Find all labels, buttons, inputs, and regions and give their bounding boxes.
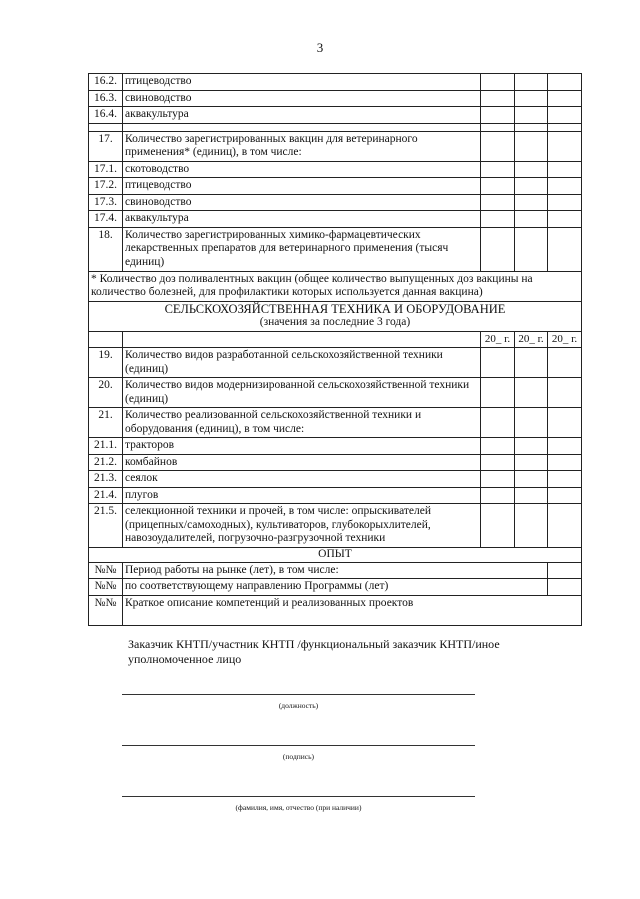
value-cell[interactable] — [481, 348, 515, 378]
empty-cell — [89, 123, 123, 131]
value-cell[interactable] — [515, 378, 548, 408]
value-cell[interactable] — [481, 227, 515, 271]
empty-cell — [123, 331, 481, 348]
empty-cell — [89, 331, 123, 348]
value-cell[interactable] — [515, 227, 548, 271]
table-row — [89, 74, 582, 91]
value-cell[interactable] — [548, 161, 582, 178]
row-number: 21.5. — [89, 504, 123, 548]
row-number: 16.2. — [89, 74, 123, 91]
value-cell[interactable] — [481, 211, 515, 228]
row-label: селекционной техники и прочей, в том числе: опрыскивателей (прицепных/самоходных), культиваторов, глубокорыхлителей, навозоудалителей, погрузочно-разгрузочной техники — [123, 504, 481, 548]
name-caption: (фамилия, имя, отчество (при наличии) — [235, 803, 362, 812]
value-cell[interactable] — [515, 74, 548, 91]
row-number: 17.2. — [89, 178, 123, 195]
experience-title: ОПЫТ — [89, 548, 582, 563]
value-cell[interactable] — [481, 487, 515, 504]
value-cell[interactable] — [481, 74, 515, 91]
value-cell[interactable] — [515, 161, 548, 178]
table-row — [89, 378, 582, 408]
value-cell[interactable] — [481, 90, 515, 107]
row-number: №№ — [89, 595, 123, 625]
value-cell[interactable] — [481, 378, 515, 408]
row-number: 21.4. — [89, 487, 123, 504]
signature-heading: Заказчик КНТП/участник КНТП /функциональный заказчик КНТП/иное уполномоченное лицо — [128, 637, 500, 666]
row-label: свиноводство — [123, 194, 481, 211]
table-row — [89, 90, 582, 107]
row-number: 18. — [89, 227, 123, 271]
value-cell[interactable] — [548, 107, 582, 124]
table-row — [89, 227, 582, 271]
value-cell[interactable] — [481, 438, 515, 455]
table-row — [89, 579, 582, 596]
row-label: тракторов — [123, 438, 481, 455]
table-row — [89, 408, 582, 438]
value-cell[interactable] — [548, 227, 582, 271]
value-cell[interactable] — [481, 471, 515, 488]
table-row — [89, 194, 582, 211]
value-cell[interactable] — [548, 131, 582, 161]
value-cell[interactable] — [515, 454, 548, 471]
table-row — [89, 487, 582, 504]
row-number: 20. — [89, 378, 123, 408]
row-label: Период работы на рынке (лет), в том числе: — [123, 562, 548, 579]
value-cell[interactable] — [515, 471, 548, 488]
row-label: птицеводство — [123, 178, 481, 195]
footnote-row — [89, 271, 582, 301]
row-label: Количество видов разработанной сельскохозяйственной техники (единиц) — [123, 348, 481, 378]
value-cell[interactable] — [548, 504, 582, 548]
table-row — [89, 131, 582, 161]
table-row — [89, 348, 582, 378]
row-number: 21.3. — [89, 471, 123, 488]
value-cell[interactable] — [548, 579, 582, 596]
value-cell[interactable] — [548, 178, 582, 195]
section-row — [89, 548, 582, 563]
value-cell[interactable] — [515, 194, 548, 211]
row-number: №№ — [89, 579, 123, 596]
value-cell[interactable] — [481, 454, 515, 471]
table-row — [89, 595, 582, 625]
empty-cell — [548, 123, 582, 131]
page-number: 3 — [316, 40, 324, 55]
row-label: Количество реализованной сельскохозяйственной техники и оборудования (единиц), в том числе: — [123, 408, 481, 438]
year-header: 20_ г. — [548, 331, 582, 348]
section-subtitle: (значения за последние 3 года) — [259, 316, 411, 328]
row-label: свиноводство — [123, 90, 481, 107]
value-cell[interactable] — [548, 378, 582, 408]
section-row — [89, 301, 582, 331]
value-cell[interactable] — [515, 408, 548, 438]
row-number: 17.4. — [89, 211, 123, 228]
table-row — [89, 471, 582, 488]
report-table — [88, 73, 582, 626]
value-cell[interactable] — [481, 178, 515, 195]
value-cell[interactable] — [515, 487, 548, 504]
value-cell[interactable] — [481, 408, 515, 438]
row-number: 17. — [89, 131, 123, 161]
row-label: по соответствующему направлению Программы (лет) — [123, 579, 548, 596]
row-number: 17.3. — [89, 194, 123, 211]
section-title: СЕЛЬСКОХОЗЯЙСТВЕННАЯ ТЕХНИКА И ОБОРУДОВАНИЕ — [164, 301, 506, 316]
table-row — [89, 178, 582, 195]
value-cell[interactable] — [548, 211, 582, 228]
row-label[interactable]: Краткое описание компетенций и реализованных проектов — [123, 595, 582, 625]
year-header-row — [89, 331, 582, 348]
row-number: 21.1. — [89, 438, 123, 455]
value-cell[interactable] — [515, 131, 548, 161]
row-number: 16.3. — [89, 90, 123, 107]
section-header — [89, 301, 582, 331]
year-header: 20_ г. — [515, 331, 548, 348]
position-caption: (должность) — [278, 701, 319, 710]
row-label: аквакультура — [123, 107, 481, 124]
value-cell[interactable] — [481, 161, 515, 178]
value-cell[interactable] — [548, 438, 582, 455]
value-cell[interactable] — [548, 408, 582, 438]
table-row — [89, 211, 582, 228]
row-label: плугов — [123, 487, 481, 504]
signature-line[interactable] — [122, 745, 475, 746]
value-cell[interactable] — [548, 74, 582, 91]
row-label: Количество зарегистрированных химико-фармацевтических лекарственных препаратов для ветеринарного применения (тысяч единиц) — [123, 227, 481, 271]
row-number: 21. — [89, 408, 123, 438]
value-cell[interactable] — [548, 90, 582, 107]
value-cell[interactable] — [481, 194, 515, 211]
value-cell[interactable] — [481, 504, 515, 548]
row-label: Количество видов модернизированной сельскохозяйственной техники (единиц) — [123, 378, 481, 408]
row-label: птицеводство — [123, 74, 481, 91]
value-cell[interactable] — [515, 504, 548, 548]
table-row — [89, 504, 582, 548]
table-row — [89, 438, 582, 455]
value-cell[interactable] — [515, 178, 548, 195]
empty-cell — [123, 123, 481, 131]
table-row — [89, 107, 582, 124]
name-line[interactable] — [122, 796, 475, 797]
row-number: 16.4. — [89, 107, 123, 124]
value-cell[interactable] — [515, 107, 548, 124]
value-cell[interactable] — [548, 194, 582, 211]
value-cell[interactable] — [515, 90, 548, 107]
value-cell[interactable] — [548, 348, 582, 378]
table-row — [89, 161, 582, 178]
year-header: 20_ г. — [481, 331, 515, 348]
signature-caption: (подпись) — [282, 752, 315, 761]
row-label: комбайнов — [123, 454, 481, 471]
value-cell[interactable] — [515, 211, 548, 228]
report-table-body — [89, 74, 582, 626]
value-cell[interactable] — [548, 471, 582, 488]
row-number: 17.1. — [89, 161, 123, 178]
row-label: сеялок — [123, 471, 481, 488]
value-cell[interactable] — [515, 348, 548, 378]
table-row — [89, 454, 582, 471]
row-number: №№ — [89, 562, 123, 579]
row-number: 21.2. — [89, 454, 123, 471]
row-label: скотоводство — [123, 161, 481, 178]
empty-cell — [515, 123, 548, 131]
value-cell[interactable] — [515, 438, 548, 455]
value-cell[interactable] — [548, 487, 582, 504]
table-row — [89, 562, 582, 579]
row-label: Количество зарегистрированных вакцин для ветеринарного применения* (единиц), в том числе: — [123, 131, 481, 161]
table-row — [89, 123, 582, 131]
position-line[interactable] — [122, 694, 475, 695]
value-cell[interactable] — [548, 562, 582, 579]
footnote: * Количество доз поливалентных вакцин (общее количество выпущенных доз вакцины на количество болезней, для профилактики которых используется данная вакцина) — [89, 271, 582, 301]
value-cell[interactable] — [481, 107, 515, 124]
row-number: 19. — [89, 348, 123, 378]
row-label: аквакультура — [123, 211, 481, 228]
value-cell[interactable] — [548, 454, 582, 471]
value-cell[interactable] — [481, 131, 515, 161]
empty-cell — [481, 123, 515, 131]
